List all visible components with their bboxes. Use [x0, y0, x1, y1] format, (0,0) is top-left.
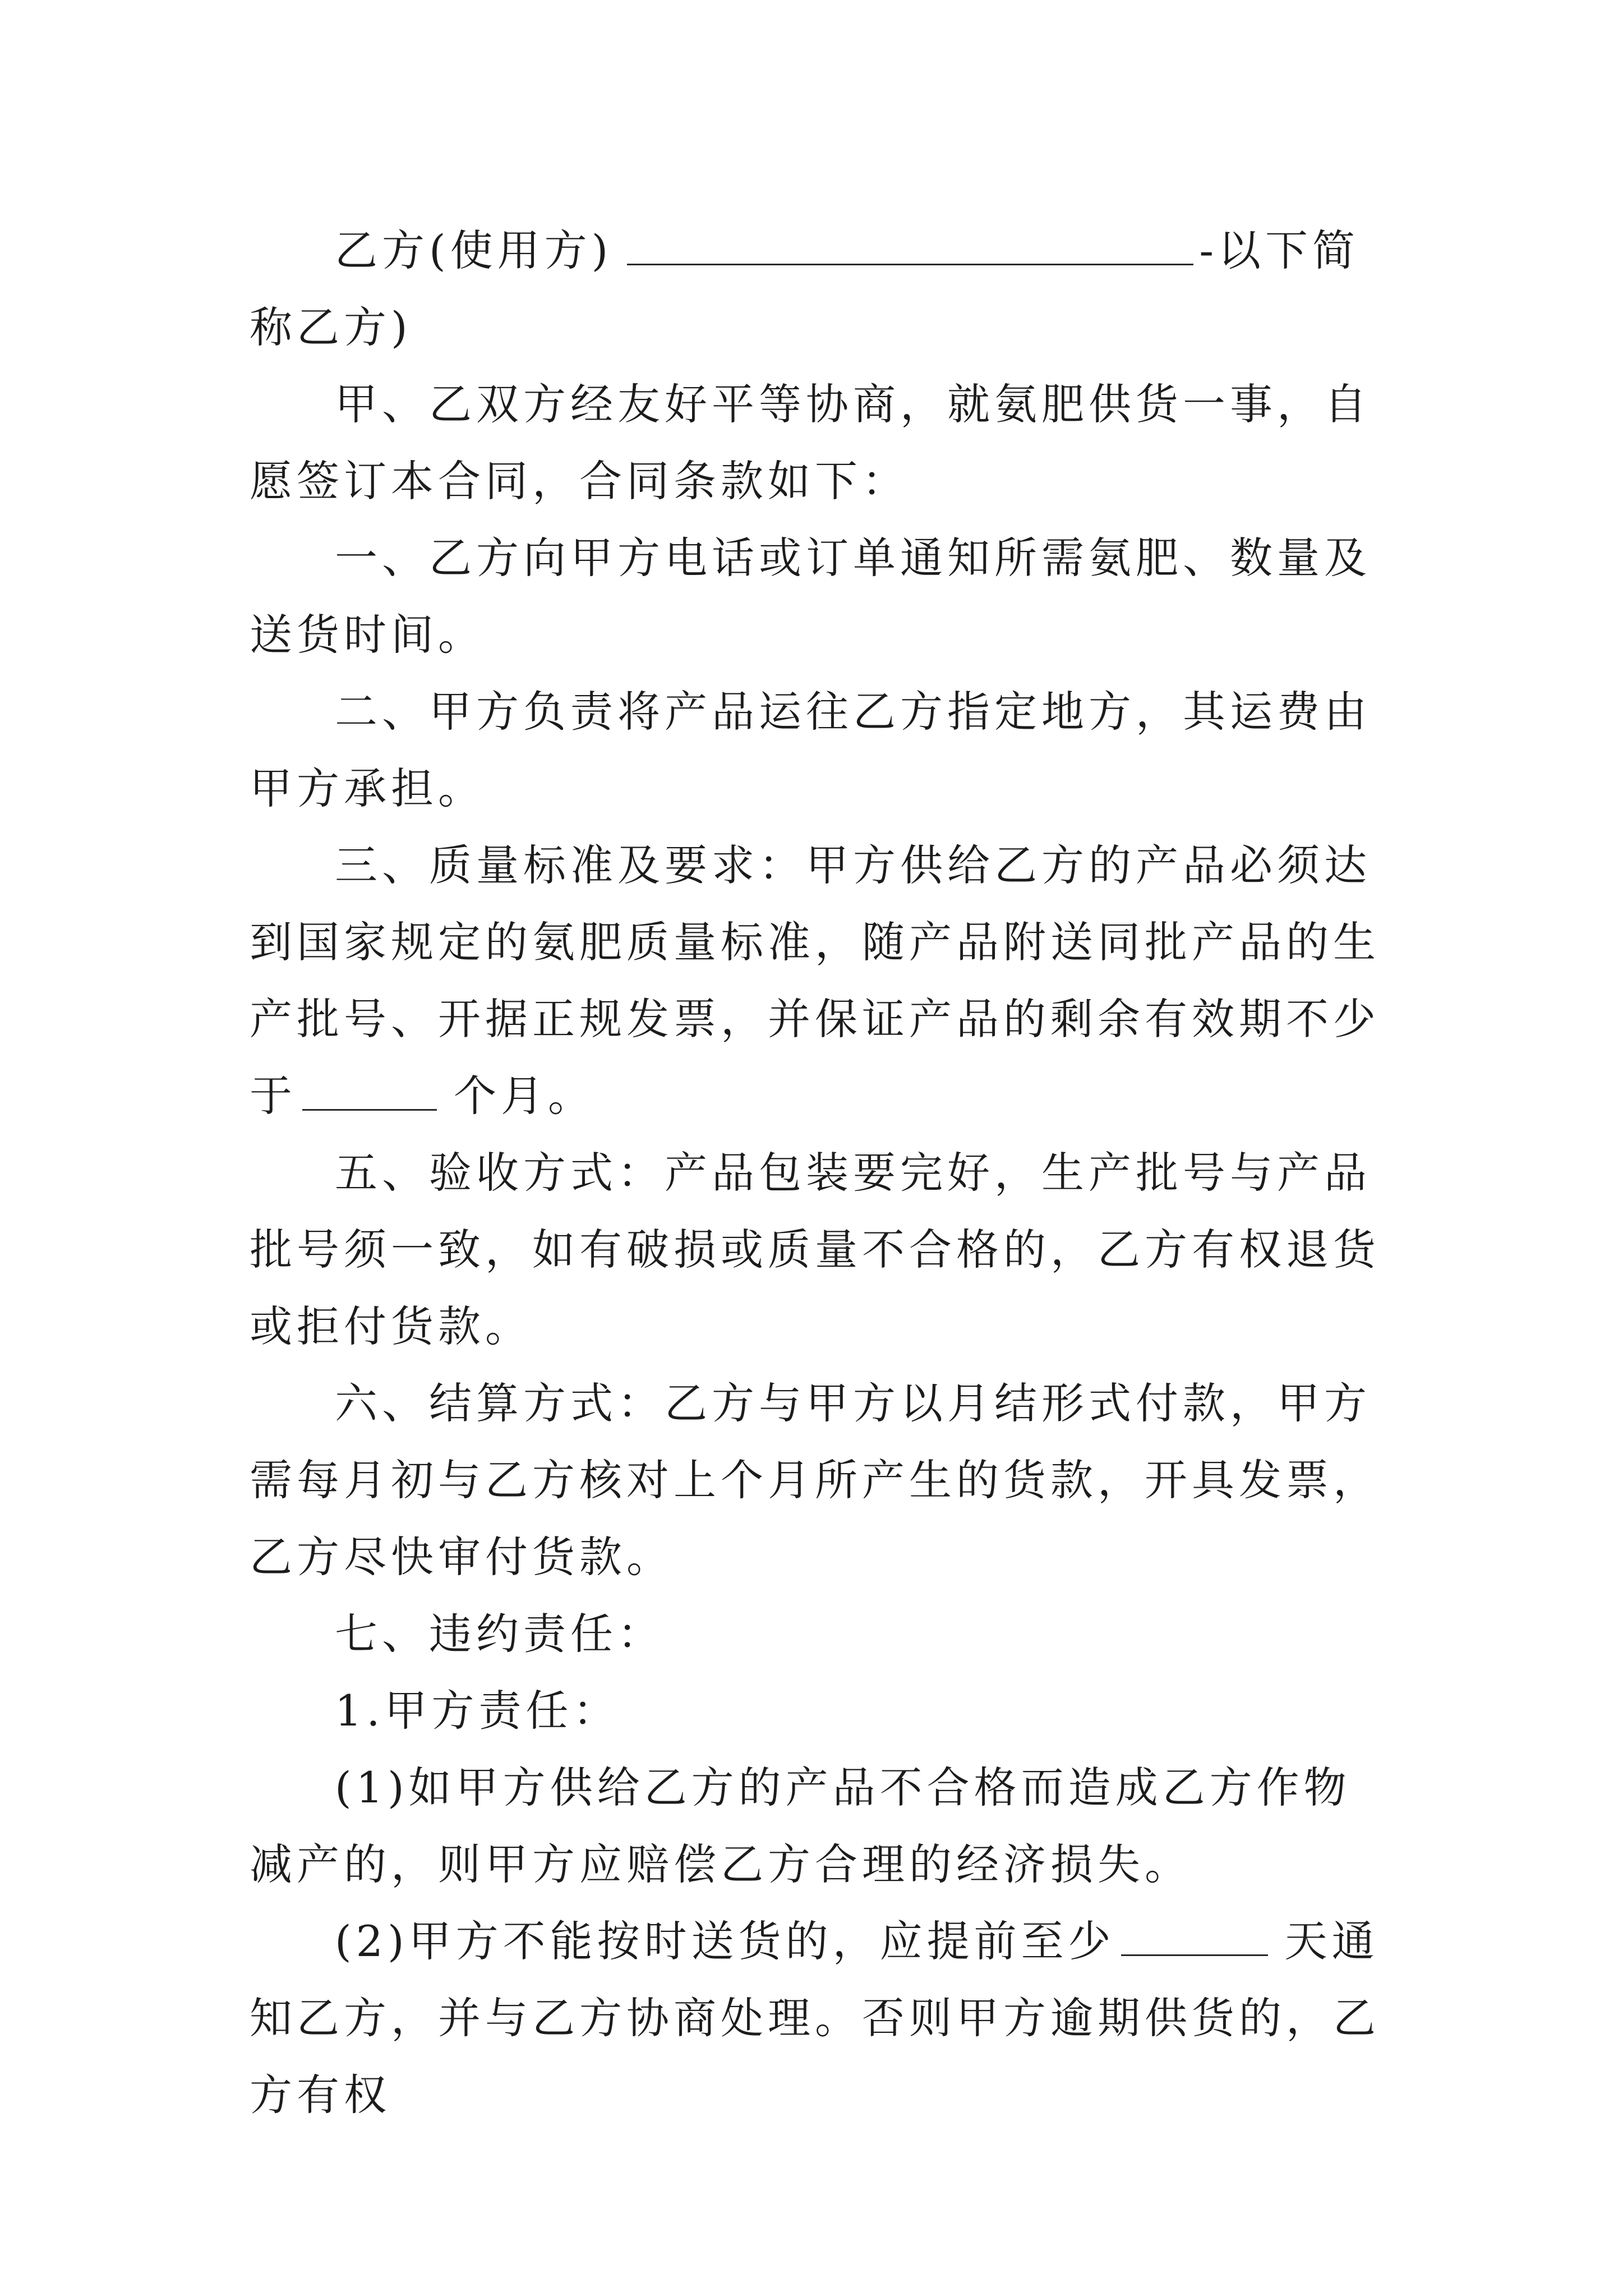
paragraph-clause-5: 五、验收方式：产品包装要完好，生产批号与产品批号须一致，如有破损或质量不合格的，乙方有权退货或拒付货款。: [250, 1148, 1380, 1351]
paragraph-clause-1: 一、乙方向甲方电话或订单通知所需氨肥、数量及送货时间。: [250, 533, 1371, 660]
paragraph-party-b: [250, 212, 1382, 366]
party-b-abbrev-text: -以下简称乙方): [250, 226, 1359, 352]
paragraph-clause-7-heading: 七、违约责任：: [335, 1609, 665, 1659]
party-b-label: 乙方(使用方): [335, 226, 613, 275]
paragraph-clause-6: 六、结算方式：乙方与甲方以月结形式付款，甲方需每月初与乙方核对上个月所产生的货款，开具发票，乙方尽快审付货款。: [250, 1378, 1380, 1582]
validity-months-blank[interactable]: [302, 1070, 437, 1111]
duty-2-text: (2)甲方不能按时送货的，应提前至少: [335, 1916, 1115, 1966]
clause-3-text: 三、质量标准及要求：甲方供给乙方的产品必须达到国家规定的氨肥质量标准，随产品附送同批产品的生产批号、开据正规发票，并保证产品的剩余有效期不少于: [250, 840, 1380, 1121]
paragraph-clause-3: [250, 827, 1382, 1134]
paragraph-preamble: 甲、乙双方经友好平等协商，就氨肥供货一事，自愿签订本合同，合同条款如下：: [250, 379, 1371, 506]
paragraph-party-a-duty-heading: 1.甲方责任：: [335, 1686, 620, 1736]
paragraph-duty-1: (1)如甲方供给乙方的产品不合格而造成乙方作物减产的，则甲方应赔偿乙方合理的经济损失。: [250, 1763, 1351, 1889]
notice-days-blank[interactable]: [1121, 1915, 1268, 1956]
paragraph-clause-2: 二、甲方负责将产品运往乙方指定地方，其运费由甲方承担。: [250, 687, 1371, 813]
contract-body: [250, 212, 1382, 2133]
party-b-name-blank[interactable]: [627, 224, 1193, 265]
clause-3-unit: 个月。: [454, 1071, 595, 1121]
duty-2-continuation: 天通知乙方，并与乙方协商处理。否则甲方逾期供货的，乙方有权: [250, 1916, 1380, 2120]
paragraph-duty-2: [250, 1903, 1382, 2133]
